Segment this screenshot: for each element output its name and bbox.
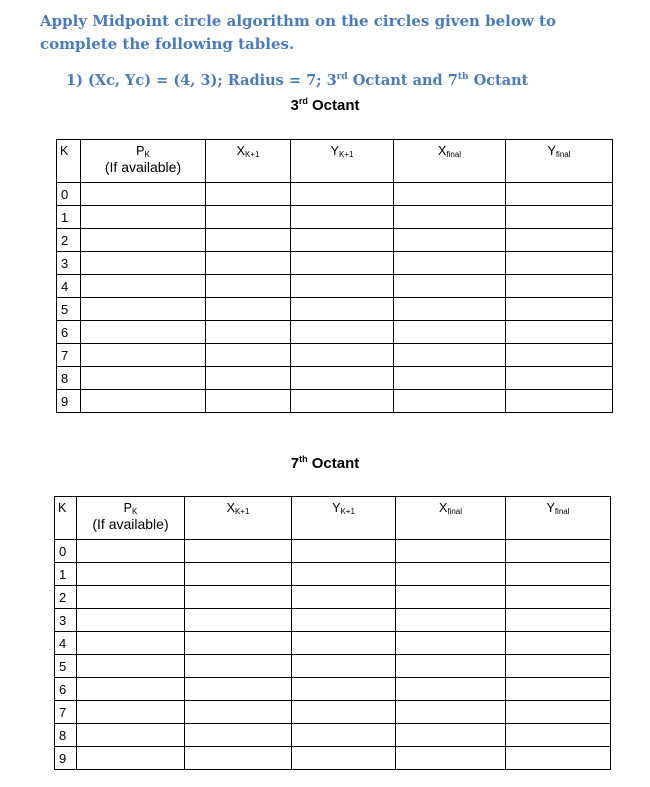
cell-pk[interactable] xyxy=(77,632,185,655)
cell-xfinal[interactable] xyxy=(396,655,506,678)
octant-title-7th xyxy=(0,454,650,472)
cell-xk1[interactable] xyxy=(185,701,292,724)
cell-xfinal[interactable] xyxy=(394,183,506,206)
cell-yk1[interactable] xyxy=(292,724,396,747)
row-k-value: 8 xyxy=(57,367,81,390)
cell-pk[interactable] xyxy=(77,586,185,609)
cell-xk1[interactable] xyxy=(206,298,291,321)
octant-3rd-table xyxy=(56,139,613,413)
header-yfinal: $Y_{final}$ xyxy=(506,140,613,183)
cell-pk[interactable] xyxy=(81,252,206,275)
cell-yk1[interactable] xyxy=(291,252,394,275)
table-header-row xyxy=(55,497,611,540)
cell-xk1[interactable] xyxy=(206,183,291,206)
cell-yfinal[interactable] xyxy=(506,563,611,586)
header-pk-note: (If available) xyxy=(92,516,169,532)
cell-xk1[interactable] xyxy=(206,252,291,275)
octant-title-sup: th xyxy=(299,454,308,464)
cell-xk1[interactable] xyxy=(206,344,291,367)
question-suffix: Octant xyxy=(468,72,529,89)
cell-xfinal[interactable] xyxy=(396,747,506,770)
octant-title-text: Octant xyxy=(307,97,360,114)
cell-yk1[interactable] xyxy=(292,540,396,563)
table-row xyxy=(57,252,613,275)
cell-xk1[interactable] xyxy=(185,655,292,678)
cell-xk1[interactable] xyxy=(185,586,292,609)
row-k-value: 4 xyxy=(57,275,81,298)
cell-pk[interactable] xyxy=(77,655,185,678)
cell-xfinal[interactable] xyxy=(396,632,506,655)
cell-xk1[interactable] xyxy=(185,632,292,655)
cell-yk1[interactable] xyxy=(291,229,394,252)
header-yfinal: $Y_{final}$ xyxy=(506,497,611,540)
cell-pk[interactable] xyxy=(77,678,185,701)
cell-yfinal[interactable] xyxy=(506,367,613,390)
cell-xfinal[interactable] xyxy=(396,678,506,701)
table-row xyxy=(57,298,613,321)
header-xk1: $X_{K+1}$ xyxy=(206,140,291,183)
octant-title-3rd xyxy=(0,96,650,114)
cell-xk1[interactable] xyxy=(185,563,292,586)
table-row xyxy=(57,206,613,229)
cell-yk1[interactable] xyxy=(292,563,396,586)
row-k-value: 5 xyxy=(55,655,77,678)
cell-yk1[interactable] xyxy=(291,298,394,321)
table-row xyxy=(57,367,613,390)
table-row xyxy=(57,321,613,344)
table-row xyxy=(55,563,611,586)
table-row xyxy=(55,724,611,747)
table-row xyxy=(55,701,611,724)
cell-pk[interactable] xyxy=(81,367,206,390)
row-k-value: 6 xyxy=(55,678,77,701)
question-sup-th: th xyxy=(457,72,469,83)
table-row xyxy=(55,609,611,632)
cell-yfinal[interactable] xyxy=(506,655,611,678)
cell-yk1[interactable] xyxy=(292,609,396,632)
cell-xfinal[interactable] xyxy=(396,540,506,563)
cell-yk1[interactable] xyxy=(291,206,394,229)
cell-xk1[interactable] xyxy=(185,724,292,747)
cell-yfinal[interactable] xyxy=(506,183,613,206)
cell-pk[interactable] xyxy=(77,609,185,632)
row-k-value: 1 xyxy=(57,206,81,229)
cell-xk1[interactable] xyxy=(185,609,292,632)
octant-title-number: 7 xyxy=(290,455,300,472)
cell-xfinal[interactable] xyxy=(394,275,506,298)
cell-pk[interactable] xyxy=(81,229,206,252)
cell-xk1[interactable] xyxy=(206,275,291,298)
cell-xfinal[interactable] xyxy=(394,252,506,275)
cell-yfinal[interactable] xyxy=(506,321,613,344)
cell-xk1[interactable] xyxy=(185,540,292,563)
table-row xyxy=(57,275,613,298)
cell-yk1[interactable] xyxy=(292,678,396,701)
cell-pk[interactable] xyxy=(77,540,185,563)
cell-xfinal[interactable] xyxy=(394,390,506,413)
question-middle: Octant and 7 xyxy=(347,72,458,89)
cell-pk[interactable] xyxy=(77,724,185,747)
cell-yfinal[interactable] xyxy=(506,586,611,609)
cell-yk1[interactable] xyxy=(292,655,396,678)
row-k-value: 1 xyxy=(55,563,77,586)
cell-xfinal[interactable] xyxy=(394,229,506,252)
cell-xfinal[interactable] xyxy=(394,206,506,229)
row-k-value: 3 xyxy=(55,609,77,632)
header-pk-label: $P_K$ xyxy=(123,501,138,516)
table-row xyxy=(55,540,611,563)
header-pk-note: (If available) xyxy=(104,159,182,175)
cell-pk[interactable] xyxy=(81,275,206,298)
cell-yfinal[interactable] xyxy=(506,275,613,298)
cell-pk[interactable] xyxy=(77,563,185,586)
cell-pk[interactable] xyxy=(81,390,206,413)
cell-yfinal[interactable] xyxy=(506,701,611,724)
row-k-value: 5 xyxy=(57,298,81,321)
header-pk-label: $P_K$ xyxy=(136,144,150,159)
table-row xyxy=(57,390,613,413)
cell-xfinal[interactable] xyxy=(396,586,506,609)
cell-yk1[interactable] xyxy=(291,321,394,344)
cell-yfinal[interactable] xyxy=(506,206,613,229)
header-k: K xyxy=(55,497,77,540)
cell-xfinal[interactable] xyxy=(396,609,506,632)
cell-yk1[interactable] xyxy=(292,586,396,609)
cell-xfinal[interactable] xyxy=(394,344,506,367)
cell-yfinal[interactable] xyxy=(506,229,613,252)
cell-xk1[interactable] xyxy=(206,367,291,390)
header-yk1: $Y_{K+1}$ xyxy=(291,140,394,183)
cell-yfinal[interactable] xyxy=(506,390,613,413)
header-pk xyxy=(77,497,185,540)
cell-xfinal[interactable] xyxy=(396,701,506,724)
cell-yfinal[interactable] xyxy=(506,252,613,275)
table-row xyxy=(55,655,611,678)
cell-yfinal[interactable] xyxy=(506,344,613,367)
cell-yk1[interactable] xyxy=(291,367,394,390)
cell-pk[interactable] xyxy=(81,183,206,206)
row-k-value: 8 xyxy=(55,724,77,747)
row-k-value: 7 xyxy=(57,344,81,367)
table-row xyxy=(55,747,611,770)
cell-pk[interactable] xyxy=(81,344,206,367)
octant-title-number: 3 xyxy=(290,97,299,114)
header-xk1: $X_{K+1}$ xyxy=(185,497,292,540)
header-xfinal: $X_{final}$ xyxy=(396,497,506,540)
cell-yk1[interactable] xyxy=(291,390,394,413)
cell-yk1[interactable] xyxy=(291,183,394,206)
question-sup-rd: rd xyxy=(336,72,348,83)
cell-yk1[interactable] xyxy=(292,747,396,770)
cell-yfinal[interactable] xyxy=(506,724,611,747)
row-k-value: 2 xyxy=(57,229,81,252)
row-k-value: 4 xyxy=(55,632,77,655)
cell-yfinal[interactable] xyxy=(506,747,611,770)
cell-pk[interactable] xyxy=(77,747,185,770)
table-row xyxy=(57,183,613,206)
table-row xyxy=(55,586,611,609)
cell-xk1[interactable] xyxy=(206,321,291,344)
header-k: K xyxy=(57,140,81,183)
header-xfinal: $X_{final}$ xyxy=(394,140,506,183)
cell-xk1[interactable] xyxy=(206,390,291,413)
cell-yk1[interactable] xyxy=(291,275,394,298)
row-k-value: 9 xyxy=(57,390,81,413)
cell-xk1[interactable] xyxy=(206,206,291,229)
table-row xyxy=(55,632,611,655)
question-line xyxy=(66,72,528,89)
header-yk1: $Y_{K+1}$ xyxy=(292,497,396,540)
row-k-value: 2 xyxy=(55,586,77,609)
cell-pk[interactable] xyxy=(81,298,206,321)
cell-xfinal[interactable] xyxy=(394,321,506,344)
cell-xk1[interactable] xyxy=(185,678,292,701)
octant-7th-table xyxy=(54,496,611,770)
row-k-value: 6 xyxy=(57,321,81,344)
question-prefix: 1) (Xc, Yc) = (4, 3); Radius = 7; 3 xyxy=(66,72,337,89)
cell-xk1[interactable] xyxy=(206,229,291,252)
cell-yk1[interactable] xyxy=(292,701,396,724)
cell-xfinal[interactable] xyxy=(396,563,506,586)
cell-yfinal[interactable] xyxy=(506,540,611,563)
octant-title-text: Octant xyxy=(307,455,360,472)
cell-yfinal[interactable] xyxy=(506,298,613,321)
cell-xk1[interactable] xyxy=(185,747,292,770)
cell-pk[interactable] xyxy=(81,206,206,229)
row-k-value: 3 xyxy=(57,252,81,275)
header-pk xyxy=(81,140,206,183)
cell-xfinal[interactable] xyxy=(394,298,506,321)
cell-yfinal[interactable] xyxy=(506,632,611,655)
row-k-value: 9 xyxy=(55,747,77,770)
table-header-row xyxy=(57,140,613,183)
cell-pk[interactable] xyxy=(77,701,185,724)
assignment-heading: Apply Midpoint circle algorithm on the circles given below to complete the following tables. xyxy=(40,12,556,53)
cell-yk1[interactable] xyxy=(291,344,394,367)
row-k-value: 0 xyxy=(57,183,81,206)
table-row xyxy=(57,229,613,252)
cell-yfinal[interactable] xyxy=(506,609,611,632)
cell-yfinal[interactable] xyxy=(506,678,611,701)
table-row xyxy=(55,678,611,701)
table-row xyxy=(57,344,613,367)
cell-xfinal[interactable] xyxy=(396,724,506,747)
row-k-value: 7 xyxy=(55,701,77,724)
cell-pk[interactable] xyxy=(81,321,206,344)
octant-title-sup: rd xyxy=(298,96,308,106)
cell-yk1[interactable] xyxy=(292,632,396,655)
cell-xfinal[interactable] xyxy=(394,367,506,390)
row-k-value: 0 xyxy=(55,540,77,563)
